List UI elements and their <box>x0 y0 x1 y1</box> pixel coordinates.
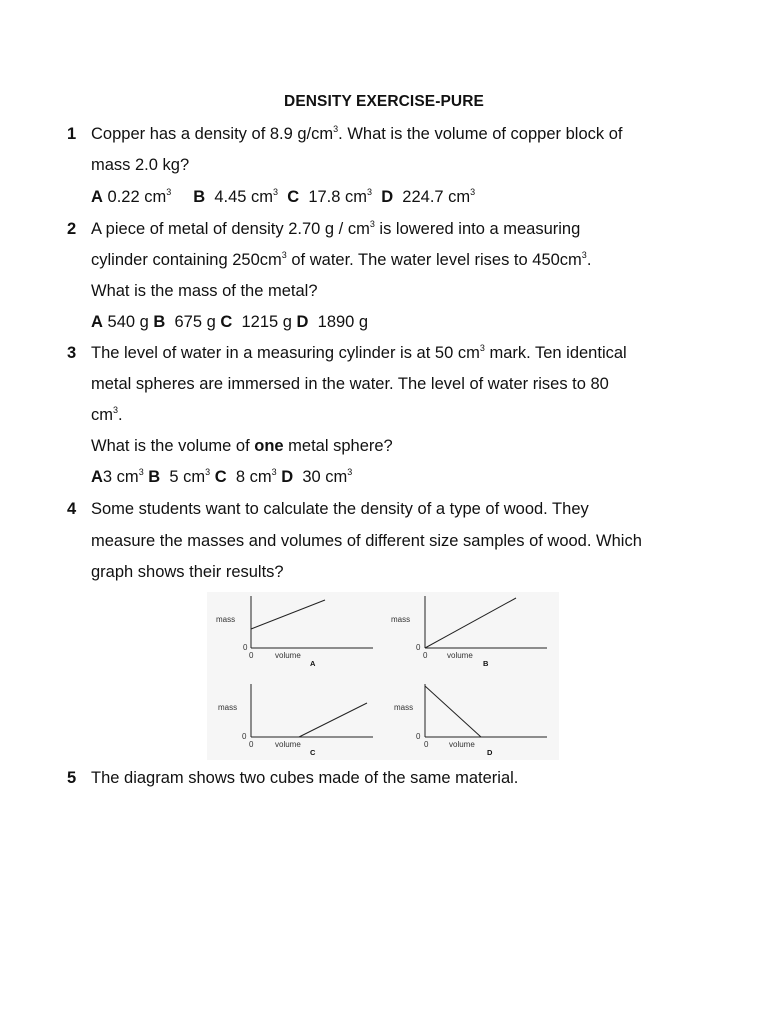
graphs-svg <box>207 592 559 760</box>
answer-options: A 540 g B 675 g C 1215 g D 1890 g <box>91 313 369 331</box>
y-axis-label: mass <box>394 703 414 712</box>
graphs-figure <box>207 592 559 760</box>
question-text-line: What is the volume of one metal sphere? <box>91 437 393 455</box>
x-axis-label: volume <box>449 740 475 749</box>
question-number: 3 <box>67 344 77 362</box>
question-number: 4 <box>67 500 77 518</box>
y-axis-label: mass <box>218 703 238 712</box>
answer-options: A3 $cm^3$ B 5 $cm^3$ C 8 $cm^3$ D 30 $cm^3$ <box>91 467 353 486</box>
question-number: 5 <box>67 769 77 787</box>
x-axis-label: volume <box>275 740 301 749</box>
question-number: 2 <box>67 220 77 238</box>
graph-letter: A <box>310 659 316 668</box>
graph-letter: D <box>487 748 493 757</box>
origin-y-label: 0 <box>242 732 247 741</box>
question-number: 1 <box>67 125 77 143</box>
question-text-line: What is the mass of the metal? <box>91 282 318 300</box>
question-text-line: Some students want to calculate the density of a type of wood. They <box>91 500 589 518</box>
question-text-line: $cm^3$. <box>91 405 123 424</box>
origin-x-label: 0 <box>423 651 428 660</box>
question-text-line: graph shows their results? <box>91 563 284 581</box>
origin-x-label: 0 <box>249 740 254 749</box>
page-title: DENSITY EXERCISE-PURE <box>284 93 484 110</box>
question-text-line: metal spheres are immersed in the water. The level of water rises to 80 <box>91 375 609 393</box>
origin-y-label: 0 <box>416 732 421 741</box>
y-axis-label: mass <box>216 615 236 624</box>
graph-letter: B <box>483 659 489 668</box>
question-text-line: The level of water in a measuring cylinder is at 50 $cm^3$ mark. Ten identical <box>91 343 627 362</box>
question-text-line: Copper has a density of 8.9 $g/cm^3$. What is the volume of copper block of <box>91 124 623 143</box>
question-text-line: mass 2.0 kg? <box>91 156 190 174</box>
x-axis-label: volume <box>275 651 301 660</box>
origin-x-label: 0 <box>249 651 254 660</box>
question-text-line: cylinder containing $250cm^3$ of water. The water level rises to $450cm^3$. <box>91 250 592 269</box>
question-text-line: measure the masses and volumes of different size samples of wood. Which <box>91 532 642 550</box>
origin-y-label: 0 <box>243 643 248 652</box>
origin-x-label: 0 <box>424 740 429 749</box>
origin-y-label: 0 <box>416 643 421 652</box>
graph-letter: C <box>310 748 316 757</box>
figure-background <box>207 592 559 760</box>
x-axis-label: volume <box>447 651 473 660</box>
question-text-line: A piece of metal of density 2.70 g / $cm^3$ is lowered into a measuring <box>91 219 581 238</box>
y-axis-label: mass <box>391 615 411 624</box>
answer-options: A 0.22 $cm^3$ B 4.45 $cm^3$ C 17.8 $cm^3$ D 224.7 $cm^3$ <box>91 187 476 206</box>
question-text-line: The diagram shows two cubes made of the same material. <box>91 769 519 787</box>
